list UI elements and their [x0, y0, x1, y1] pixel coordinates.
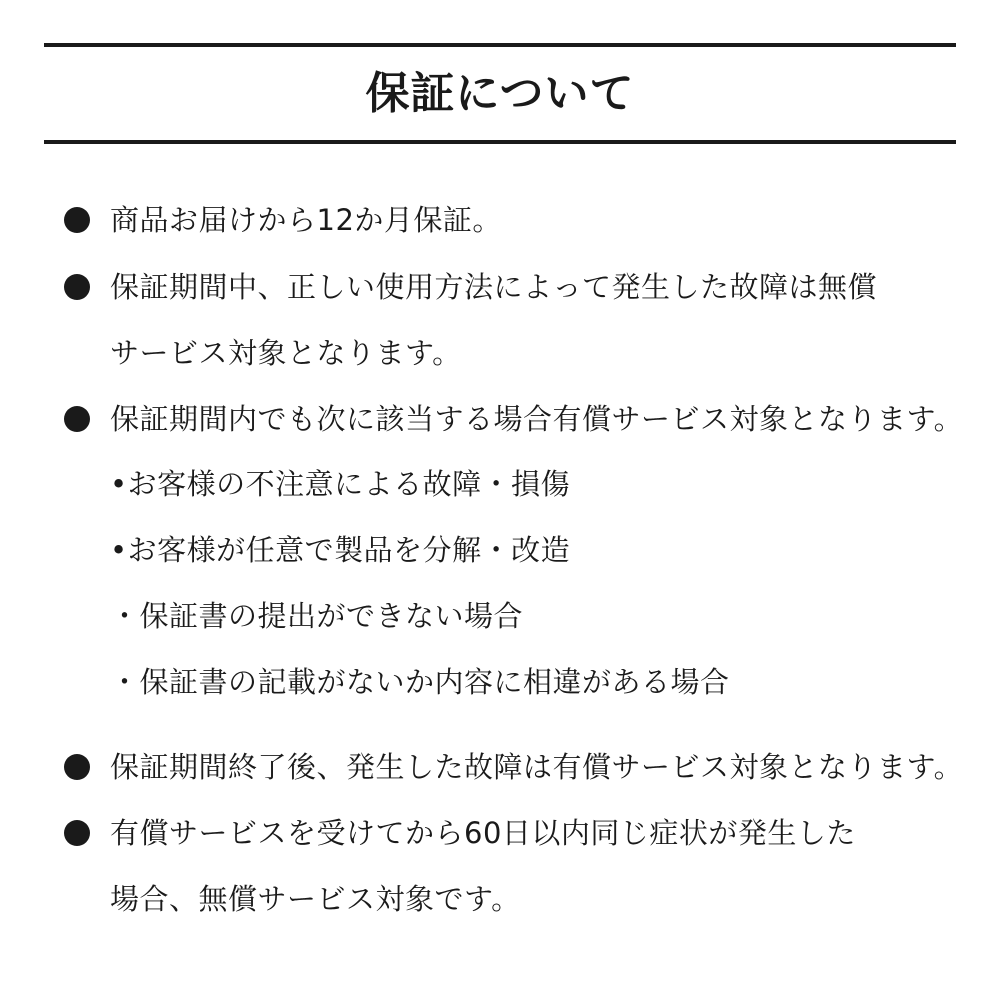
warranty-item-1-line-1: 商品お届けから12か月保証。 — [110, 203, 502, 237]
title-bottom-rule — [44, 140, 956, 144]
warranty-item-2-line-1: 保証期間中、正しい使用方法によって発生した故障は無償 — [110, 270, 878, 304]
warranty-item-3-sub-4: ・保証書の記載がないか内容に相違がある場合 — [110, 665, 730, 699]
warranty-item-5-line-2: 場合、無償サービス対象です。 — [110, 882, 521, 916]
bullet-icon — [64, 406, 90, 432]
warranty-item-4-line-1: 保証期間終了後、発生した故障は有償サービス対象となります。 — [110, 750, 964, 784]
bullet-icon — [64, 207, 90, 233]
warranty-item-3-sub-2: •お客様が任意で製品を分解・改造 — [110, 533, 571, 567]
warranty-item-3-line-1: 保証期間内でも次に該当する場合有償サービス対象となります。 — [110, 402, 964, 436]
bullet-icon — [64, 754, 90, 780]
page-title: 保証について — [365, 68, 635, 119]
bullet-icon — [64, 274, 90, 300]
bullet-icon — [64, 820, 90, 846]
warranty-item-3-sub-1: •お客様の不注意による故障・損傷 — [110, 467, 571, 501]
warranty-item-2-line-2: サービス対象となります。 — [110, 336, 462, 370]
warranty-item-3-sub-3: ・保証書の提出ができない場合 — [110, 599, 524, 633]
title-top-rule — [44, 43, 956, 47]
warranty-item-5-line-1: 有償サービスを受けてから60日以内同じ症状が発生した — [110, 816, 856, 850]
